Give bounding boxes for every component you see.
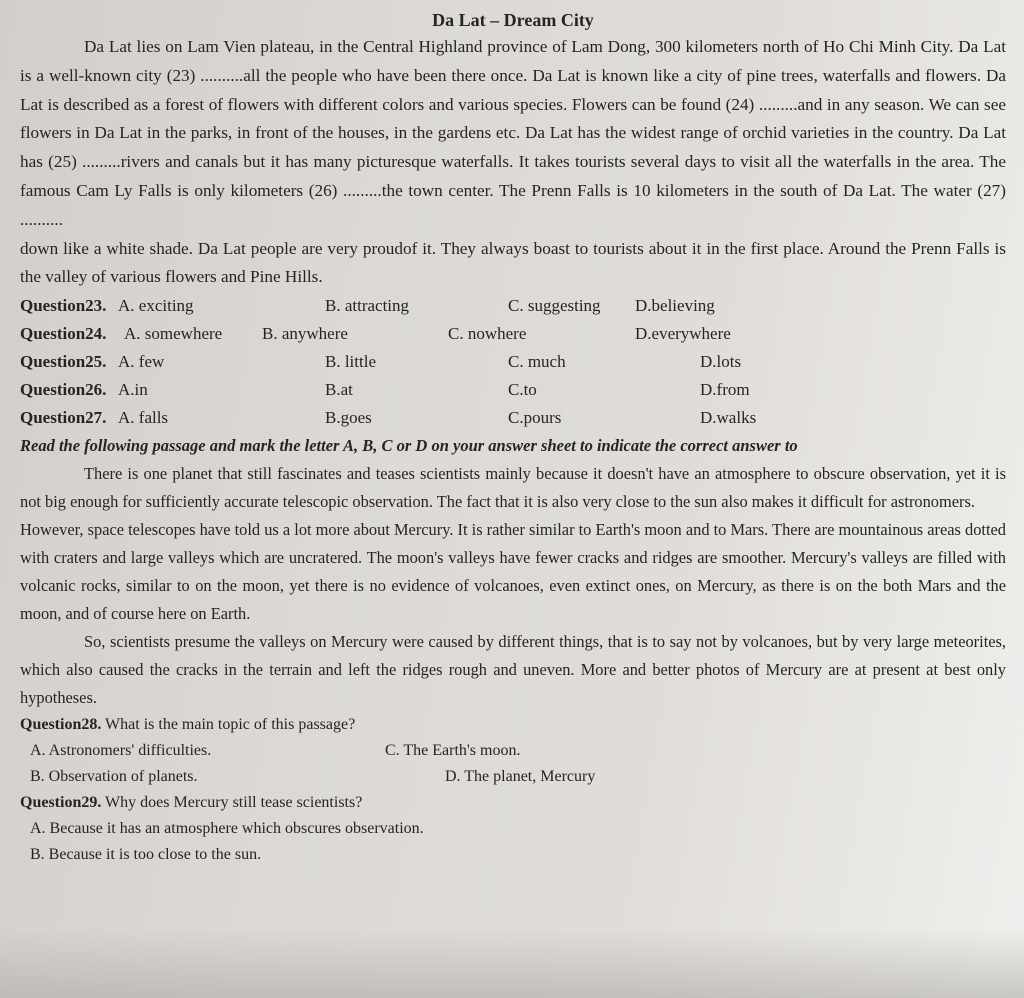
option-c[interactable]: C. nowhere xyxy=(448,324,527,344)
option-b[interactable]: B. Because it is too close to the sun. xyxy=(30,846,262,864)
option-row xyxy=(20,842,1006,868)
option-b[interactable]: B.at xyxy=(325,380,353,400)
question-label: Question23. xyxy=(20,296,107,316)
cloze-questions xyxy=(20,292,1006,432)
passage-mercury-para-3: So, scientists presume the valleys on Mercury were caused by different things, that is to say not by volcanoes, but by very large meteorites, which also caused the cracks in the terrain and left the ridges rough and uneven. More and better photos of Mercury are at present at best only hypotheses. xyxy=(20,632,1006,708)
option-row xyxy=(20,738,1006,764)
option-a[interactable]: A. falls xyxy=(118,408,169,428)
option-row xyxy=(20,764,1006,790)
question-label: Question29. xyxy=(20,794,102,812)
option-row xyxy=(20,816,1006,842)
question-27 xyxy=(20,404,1006,432)
option-c[interactable]: C. The Earth's moon. xyxy=(385,742,521,760)
option-b[interactable]: B. attracting xyxy=(325,296,410,316)
option-b[interactable]: B. anywhere xyxy=(262,324,348,344)
question-23 xyxy=(20,292,1006,320)
option-b[interactable]: B.goes xyxy=(325,408,372,428)
question-29 xyxy=(20,790,1006,868)
question-28 xyxy=(20,712,1006,790)
passage-mercury-para-1: There is one planet that still fascinates and teases scientists mainly because it doesn't have an atmosphere to obscure observation, yet it is not big enough for sufficiently accurate telescopic observation. The fact that it is also very close to the sun also makes it difficult for astronomers. xyxy=(20,464,1006,512)
passage-mercury-para-2: However, space telescopes have told us a lot more about Mercury. It is rather similar to Earth's moon and to Mars. There are mountainous areas dotted with craters and large valleys which are uncratered. The moon's valleys have fewer cracks and ridges are smoother. Mercury's valleys are filled with volcanic rocks, similar to on the moon, yet there is no evidence of volcanoes, even extinct ones, on Mercury, as there is on the both Mars and the moon, and of course here on Earth. xyxy=(20,520,1006,624)
option-d[interactable]: D.believing xyxy=(635,296,715,316)
reading-instruction: Read the following passage and mark the letter A, B, C or D on your answer sheet to indicate the correct answer to xyxy=(20,436,798,456)
option-b[interactable]: B. little xyxy=(325,352,376,372)
question-24 xyxy=(20,320,1006,348)
question-text: What is the main topic of this passage? xyxy=(101,716,356,734)
question-label: Question27. xyxy=(20,408,107,428)
passage-title: Da Lat – Dream City xyxy=(432,10,594,30)
option-d[interactable]: D. The planet, Mercury xyxy=(445,768,596,786)
option-c[interactable]: C. suggesting xyxy=(508,296,601,316)
question-label: Question24. xyxy=(20,324,107,344)
option-c[interactable]: C.pours xyxy=(508,408,562,428)
option-a[interactable]: A. few xyxy=(118,352,165,372)
option-d[interactable]: D.lots xyxy=(700,352,742,372)
option-d[interactable]: D.everywhere xyxy=(635,324,731,344)
option-d[interactable]: D.from xyxy=(700,380,750,400)
passage-dalat-end: down like a white shade. Da Lat people are very proudof it. They always boast to tourists about it in the first place. Around the Prenn Falls is the valley of various flowers and Pine Hills. xyxy=(20,238,1006,287)
option-d[interactable]: D.walks xyxy=(700,408,757,428)
question-label: Question25. xyxy=(20,352,107,372)
question-text: Why does Mercury still tease scientists? xyxy=(101,794,363,812)
page-shadow xyxy=(0,928,1024,998)
option-c[interactable]: C.to xyxy=(508,380,537,400)
question-label: Question28. xyxy=(20,716,102,734)
option-a[interactable]: A. exciting xyxy=(118,296,194,316)
question-label: Question26. xyxy=(20,380,107,400)
question-25 xyxy=(20,348,1006,376)
option-a[interactable]: A. Because it has an atmosphere which obscures observation. xyxy=(30,820,424,838)
question-26 xyxy=(20,376,1006,404)
option-a[interactable]: A. Astronomers' difficulties. xyxy=(30,742,212,760)
option-a[interactable]: A.in xyxy=(118,380,148,400)
option-c[interactable]: C. much xyxy=(508,352,566,372)
option-b[interactable]: B. Observation of planets. xyxy=(30,768,198,786)
option-a[interactable]: A. somewhere xyxy=(124,324,223,344)
passage-dalat-body: Da Lat lies on Lam Vien plateau, in the Central Highland province of Lam Dong, 300 kilometers north of Ho Chi Minh City. Da Lat is a well-known city (23) ..........all the people who have been there once. Da Lat is known like a city of pine trees, waterfalls and flowers. Da Lat is described as a forest of flowers with different colors and various species. Flowers can be found (24) .........and in any season. We can see flowers in Da Lat in the parks, in front of the houses, in the gardens etc. Da Lat has the widest range of orchid varieties in the country. Da Lat has (25) .........rivers and canals but it has many picturesque waterfalls. It takes tourists several days to visit all the waterfalls in the area. The famous Cam Ly Falls is only kilometers (26) .........the town center. The Prenn Falls is 10 kilometers in the south of Da Lat. The water (27) .......... xyxy=(20,37,1006,229)
